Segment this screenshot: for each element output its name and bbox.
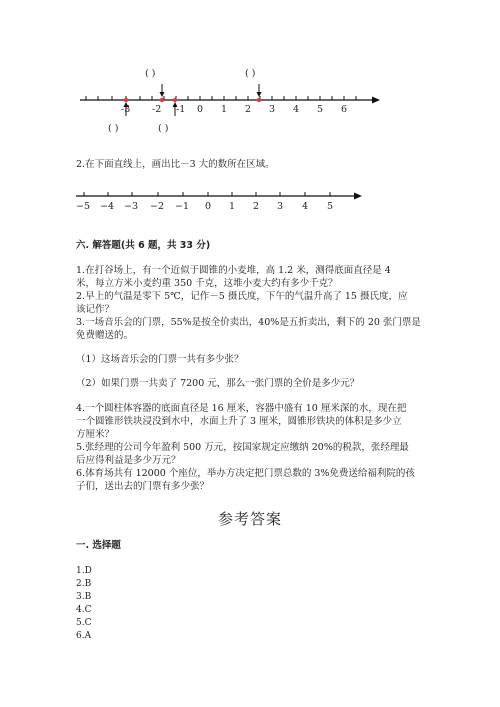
answer-item: 5.C [76, 618, 92, 628]
tick-label: 3 [269, 104, 276, 115]
tick-label: −2 [150, 201, 165, 212]
answer-item: 6.A [76, 631, 92, 641]
problem-line: 5.张经理的公司今年盈利 500 万元，按国家规定应缴纳 20%的税款，张经理最 [76, 442, 409, 453]
tick-label: -3 [121, 104, 131, 115]
tick-label: 1 [229, 201, 236, 212]
problem-line: 免费赠送的。 [76, 330, 134, 341]
tick-label: 1 [221, 104, 228, 115]
tick-label: 0 [205, 201, 212, 212]
problem-line: 3.一场音乐会的门票，55%是按全价卖出，40%是五折卖出，剩下的 20 张门票是 [76, 317, 421, 328]
question-2-text: 2.在下面直线上，画出比－3 大的数所在区域。 [76, 159, 275, 170]
sub-question-1: （1）这场音乐会的门票一共有多少张？ [76, 354, 244, 365]
tick-label: 4 [302, 201, 309, 212]
problem-line: 该记作？ [76, 304, 115, 315]
tick-label: 5 [317, 104, 324, 115]
answer-key-title: 参考答案 [217, 510, 282, 528]
problem-line: 方厘米？ [76, 429, 115, 440]
sub-question-2: （2）如果门票一共卖了 7200 元，那么一张门票的全价是多少元？ [76, 378, 360, 389]
tick-label: −3 [124, 201, 139, 212]
answer-blank[interactable]: ( ) [158, 123, 169, 134]
problem-line: 1.在打谷场上，有一个近似于圆锥的小麦堆，高 1.2 米，测得底面直径是 4 [76, 265, 391, 276]
tick-label: -2 [152, 104, 162, 115]
problem-line: 一个圆锥形铁块浸没到水中，水面上升了 3 厘米，圆锥形铁块的体积是多少立 [76, 416, 402, 427]
section-heading: 六. 解答题(共 6 题，共 33 分) [76, 240, 211, 251]
problem-line: 4.一个圆柱体容器的底面直径是 16 厘米，容器中盛有 10 厘米深的水，现在把 [76, 403, 407, 414]
answer-item: 2.B [76, 579, 92, 589]
tick-label: 5 [327, 201, 334, 212]
problem-line: 6.体育场共有 12000 个座位，举办方决定把门票总数的 3%免费送给福利院的孩 [76, 468, 415, 479]
tick-label: 3 [277, 201, 284, 212]
tick-label: 4 [293, 104, 300, 115]
answer-item: 3.B [76, 592, 92, 602]
tick-label: 0 [197, 104, 204, 115]
problem-line: 2.早上的气温是零下 5℃，记作－5 摄氏度，下午的气温升高了 15 摄氏度，应 [76, 291, 408, 302]
answer-blank[interactable]: ( ) [145, 68, 156, 79]
number-line-2 [0, 0, 500, 230]
answer-item: 4.C [76, 605, 92, 615]
answer-blank[interactable]: ( ) [245, 68, 256, 79]
tick-label: 2 [253, 201, 260, 212]
tick-label: −1 [175, 201, 190, 212]
answer-item: 1.D [76, 566, 92, 576]
answer-blank[interactable]: ( ) [108, 123, 119, 134]
tick-label: 6 [341, 104, 348, 115]
problem-line: 后应得利益是多少万元？ [76, 455, 181, 466]
tick-label: −4 [100, 201, 115, 212]
tick-label: 2 [245, 104, 252, 115]
tick-label: −5 [76, 201, 91, 212]
answer-section-heading: 一. 选择题 [76, 540, 121, 551]
tick-label: -1 [176, 104, 186, 115]
problem-line: 米，每立方米小麦约重 350 千克，这堆小麦大约有多少千克？ [76, 278, 338, 289]
problem-line: 子们，送出去的门票有多少张？ [76, 481, 210, 492]
